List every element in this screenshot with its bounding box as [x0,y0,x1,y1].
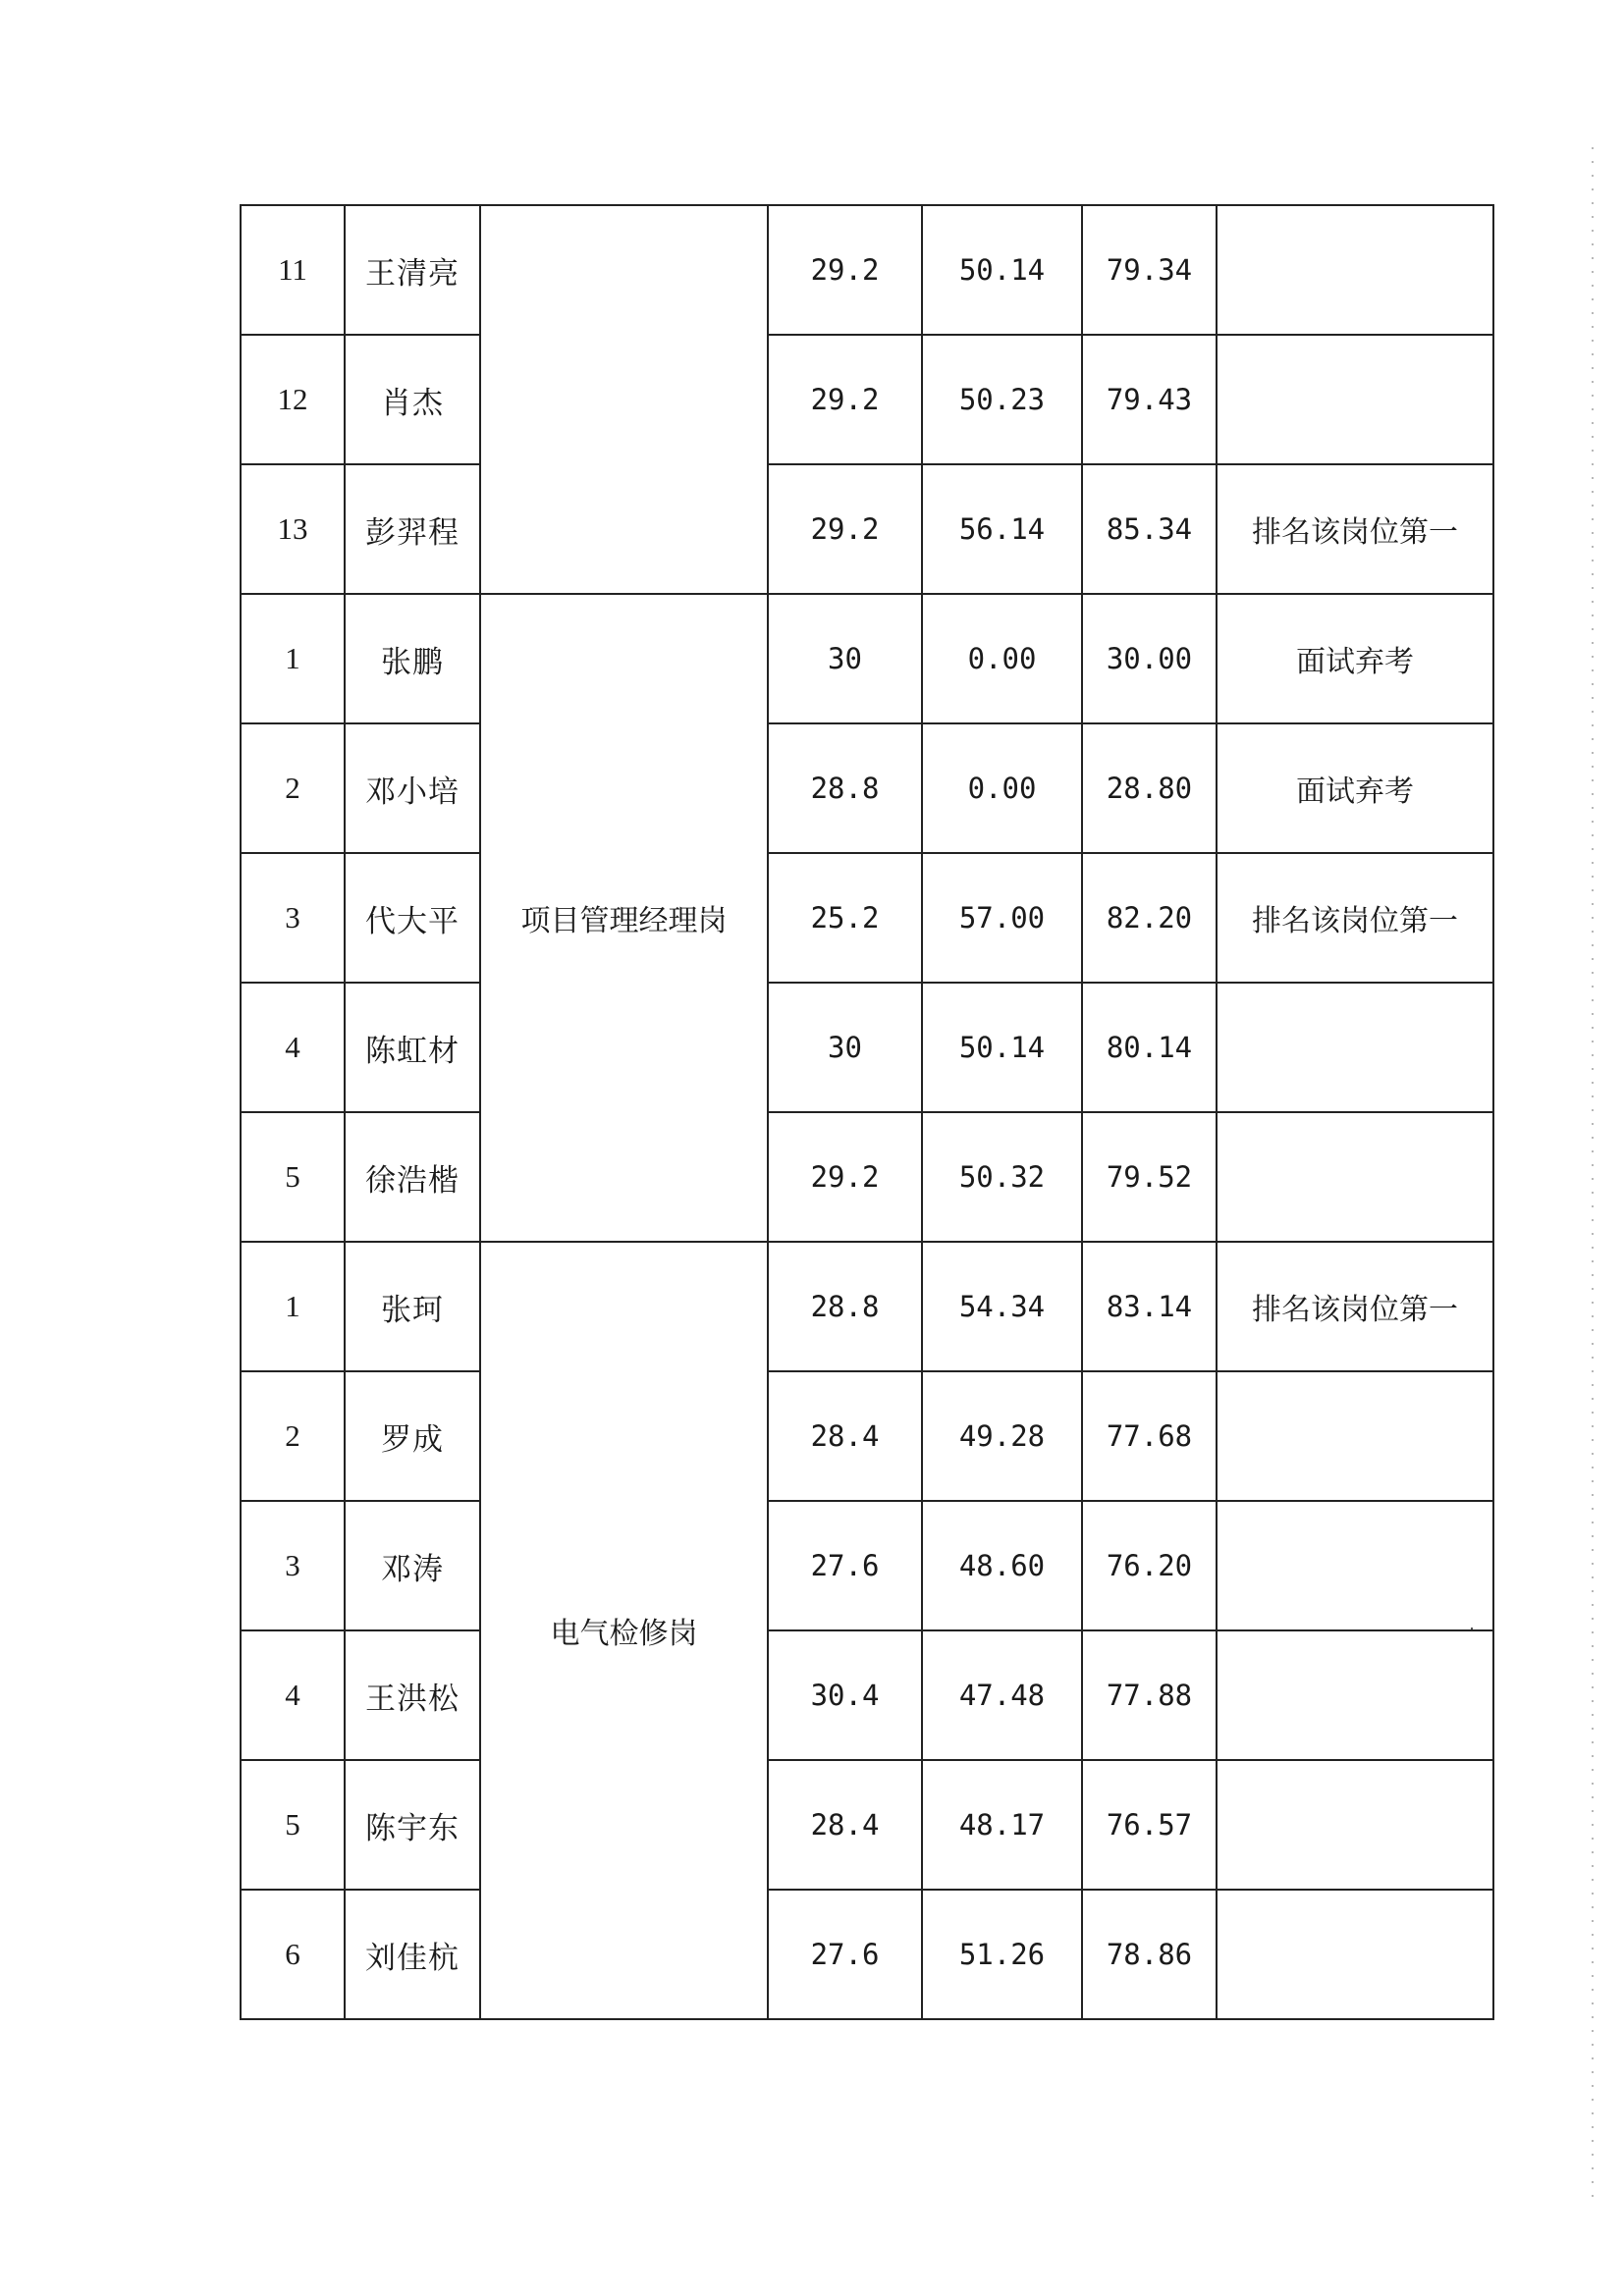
seq-cell: 13 [241,464,345,594]
name-cell: 王洪松 [345,1630,480,1760]
remark-cell [1217,1890,1493,2019]
written-score-cell: 28.4 [768,1760,922,1890]
interview-score-cell: 47.48 [922,1630,1082,1760]
remark-cell [1217,1112,1493,1242]
name-cell: 彭羿程 [345,464,480,594]
table-row [241,335,1493,464]
table-row [241,1760,1493,1890]
remark-cell: 排名该岗位第一 [1217,853,1493,983]
seq-cell: 3 [241,1501,345,1630]
written-score-cell: 27.6 [768,1890,922,2019]
name-cell: 刘佳杭 [345,1890,480,2019]
interview-score-cell: 48.17 [922,1760,1082,1890]
written-score-cell: 29.2 [768,205,922,335]
name-cell: 陈虹材 [345,983,480,1112]
name-cell: 徐浩楷 [345,1112,480,1242]
name-cell: 邓小培 [345,723,480,853]
seq-cell: 5 [241,1760,345,1890]
total-score-cell: 83.14 [1082,1242,1217,1371]
total-score-cell: 85.34 [1082,464,1217,594]
scan-speck [1471,1628,1473,1629]
name-cell: 代大平 [345,853,480,983]
post-cell [480,205,768,594]
seq-cell: 3 [241,853,345,983]
seq-cell: 2 [241,1371,345,1501]
remark-cell: 排名该岗位第一 [1217,464,1493,594]
written-score-cell: 29.2 [768,335,922,464]
name-cell: 肖杰 [345,335,480,464]
seq-cell: 11 [241,205,345,335]
interview-score-cell: 0.00 [922,594,1082,723]
interview-score-cell: 50.23 [922,335,1082,464]
total-score-cell: 30.00 [1082,594,1217,723]
written-score-cell: 30 [768,594,922,723]
total-score-cell: 77.68 [1082,1371,1217,1501]
remark-cell [1217,983,1493,1112]
written-score-cell: 25.2 [768,853,922,983]
table-row [241,983,1493,1112]
seq-cell: 12 [241,335,345,464]
remark-cell [1217,1760,1493,1890]
table-row [241,1890,1493,2019]
interview-score-cell: 50.14 [922,205,1082,335]
seq-cell: 4 [241,983,345,1112]
remark-cell: 排名该岗位第一 [1217,1242,1493,1371]
interview-score-cell: 56.14 [922,464,1082,594]
remark-cell [1217,1501,1493,1630]
interview-score-cell: 50.14 [922,983,1082,1112]
interview-score-cell: 54.34 [922,1242,1082,1371]
seq-cell: 6 [241,1890,345,2019]
interview-score-cell: 51.26 [922,1890,1082,2019]
remark-cell [1217,205,1493,335]
written-score-cell: 29.2 [768,464,922,594]
scan-edge-artifact [1592,147,1594,2209]
table-row [241,1242,1493,1371]
total-score-cell: 80.14 [1082,983,1217,1112]
seq-cell: 2 [241,723,345,853]
table-row [241,853,1493,983]
table-row [241,594,1493,723]
interview-score-cell: 57.00 [922,853,1082,983]
written-score-cell: 30.4 [768,1630,922,1760]
remark-cell: 面试弃考 [1217,723,1493,853]
written-score-cell: 27.6 [768,1501,922,1630]
interview-score-cell: 50.32 [922,1112,1082,1242]
remark-cell [1217,335,1493,464]
name-cell: 张鹏 [345,594,480,723]
written-score-cell: 28.4 [768,1371,922,1501]
total-score-cell: 76.57 [1082,1760,1217,1890]
table-row [241,1371,1493,1501]
seq-cell: 5 [241,1112,345,1242]
written-score-cell: 28.8 [768,723,922,853]
total-score-cell: 82.20 [1082,853,1217,983]
written-score-cell: 29.2 [768,1112,922,1242]
score-table-body [241,205,1493,2019]
seq-cell: 4 [241,1630,345,1760]
remark-cell: 面试弃考 [1217,594,1493,723]
name-cell: 王清亮 [345,205,480,335]
table-row [241,723,1493,853]
interview-score-cell: 49.28 [922,1371,1082,1501]
table-row [241,1112,1493,1242]
post-cell: 电气检修岗 [480,1242,768,2019]
table-row [241,1501,1493,1630]
total-score-cell: 79.34 [1082,205,1217,335]
total-score-cell: 77.88 [1082,1630,1217,1760]
written-score-cell: 28.8 [768,1242,922,1371]
total-score-cell: 79.52 [1082,1112,1217,1242]
post-cell: 项目管理经理岗 [480,594,768,1242]
written-score-cell: 30 [768,983,922,1112]
total-score-cell: 76.20 [1082,1501,1217,1630]
interview-score-cell: 48.60 [922,1501,1082,1630]
seq-cell: 1 [241,594,345,723]
score-table [240,204,1494,2020]
total-score-cell: 28.80 [1082,723,1217,853]
table-row [241,205,1493,335]
total-score-cell: 79.43 [1082,335,1217,464]
table-row [241,464,1493,594]
remark-cell [1217,1630,1493,1760]
name-cell: 张珂 [345,1242,480,1371]
remark-cell [1217,1371,1493,1501]
name-cell: 罗成 [345,1371,480,1501]
name-cell: 邓涛 [345,1501,480,1630]
table-row [241,1630,1493,1760]
total-score-cell: 78.86 [1082,1890,1217,2019]
interview-score-cell: 0.00 [922,723,1082,853]
name-cell: 陈宇东 [345,1760,480,1890]
seq-cell: 1 [241,1242,345,1371]
